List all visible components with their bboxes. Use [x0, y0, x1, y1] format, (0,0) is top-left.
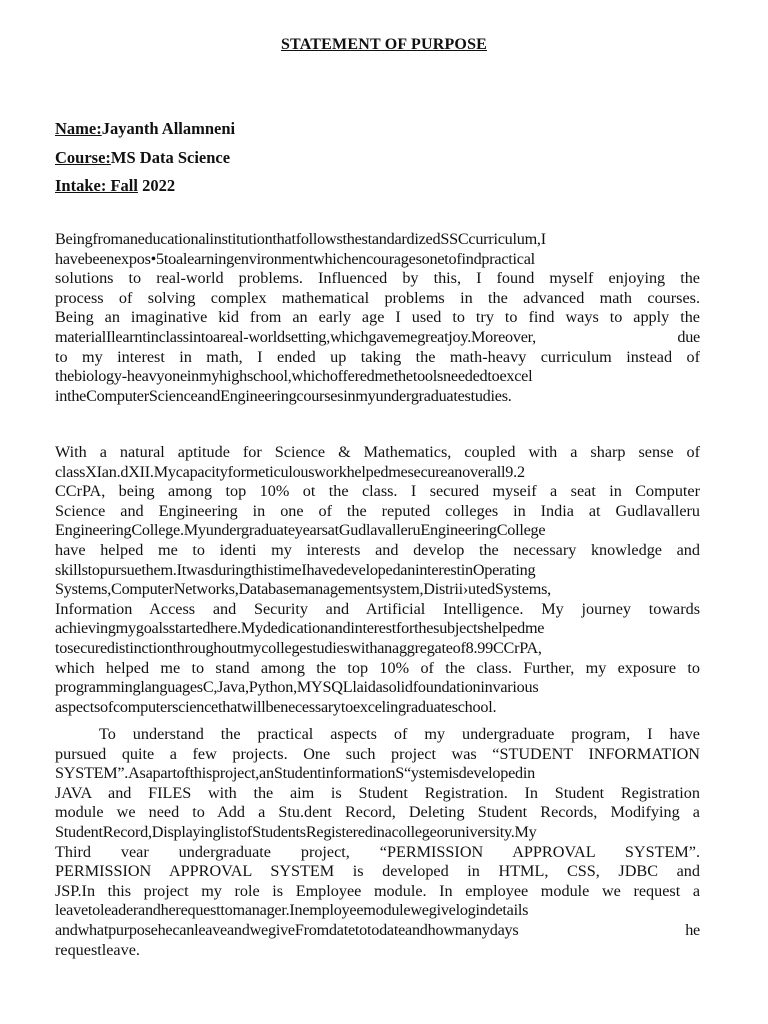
paragraph-education-background [55, 230, 700, 406]
course-label: Course: [55, 148, 111, 167]
paragraph-line: classXIan.dXII.Mycapacityformeticulousworkhelpedmesecureanoverall9.2 [55, 462, 525, 481]
paragraph-line: Third vear undergraduate project, “PERMISSION APPROVAL SYSTEM”. [55, 842, 700, 861]
paragraph-line: BeingfromaneducationalinstitutionthatfollowsthestandardizedSSCcurriculum,I [55, 230, 546, 248]
paragraph-line: pursued quite a few projects. One such project was “STUDENT INFORMATION [55, 744, 700, 763]
paragraph-line: havebeenexpos•5toalearningenvironmentwhichencouragesonetofindpractical [55, 249, 535, 268]
paragraph-line: requestleave. [55, 940, 140, 959]
paragraph-line: thebiology-heavyoneinmyhighschool,whichofferedmethetoolsneededtoexcel [55, 367, 533, 386]
intake-label: Intake: Fall [55, 176, 138, 195]
paragraph-line: solutions to real-world problems. Influenced by this, I found myself enjoying the [55, 269, 700, 288]
course-field [55, 148, 230, 168]
paragraph-line: CCrPA, being among top 10% ot the class. I secured myseif a seat in Computer [55, 482, 700, 501]
paragraph-line: StudentRecord,DisplayinglistofStudentsRegisteredinacollegeoruniversity.My [55, 822, 537, 841]
name-label: Name: [55, 119, 102, 138]
intake-value: 2022 [137, 176, 176, 195]
paragraph-line: PERMISSION APPROVAL SYSTEM is developed in HTML, CSS, JDBC and [55, 862, 700, 881]
paragraph-projects [55, 725, 700, 960]
paragraph-line: to my interest in math, I ended up taking the math-heavy curriculum instead of [55, 347, 700, 366]
paragraph-line: programminglanguagesC,Java,Python,MYSQLlaidasolidfoundationinvarious [55, 678, 539, 697]
name-field [55, 119, 235, 139]
paragraph-line: JSP.In this project my role is Employee module. In employee module we request a [55, 881, 700, 900]
paragraph-line: JAVA and FILES with the aim is Student Registration. In Student Registration [55, 783, 700, 802]
paragraph-line: Science and Engineering in one of the reputed colleges in India at Gudlavalleru [55, 501, 700, 520]
paragraph-line: have helped me to identi my interests and develop the necessary knowledge and [55, 540, 700, 559]
paragraph-line: process of solving complex mathematical problems in the advanced math courses. [55, 288, 700, 307]
paragraph-line: intheComputerScienceandEngineeringcoursesinmyundergraduatestudies. [55, 386, 512, 405]
paragraph-line: EngineeringCollege.MyundergraduateyearsatGudlavalleruEngineeringCollege [55, 521, 546, 540]
paragraph-line: aspectsofcomputersciencethatwillbenecessarytoexcelingraduateschool. [55, 697, 497, 716]
intake-field [55, 176, 175, 196]
paragraph-line: andwhatpurposehecanleaveandwegiveFromdatetotodateandhowmanydays he [55, 920, 700, 939]
name-value: Jayanth Allamneni [101, 119, 236, 138]
paragraph-line: To understand the practical aspects of my undergraduate program, I have [99, 725, 700, 743]
paragraph-line: Information Access and Security and Artificial Intelligence. My journey towards [55, 599, 700, 618]
document-title: STATEMENT OF PURPOSE [280, 36, 488, 53]
paragraph-line: SYSTEM”.Asapartofthisproject,anStudentinformationS“ystemisdevelopedin [55, 764, 535, 783]
paragraph-line: materialIlearntinclassintoareal-worldsetting,whichgavemegreatjoy.Moreover, due [55, 327, 700, 346]
paragraph-line: leavetoleaderandherequesttomanager.Inemployeemodulewegivelogindetails [55, 901, 529, 920]
paragraph-line: Systems,ComputerNetworks,Databasemanagementsystem,Distrii›utedSystems, [55, 580, 551, 599]
paragraph-line: module we need to Add a Stu.dent Record, Deleting Student Records, Modifying a [55, 803, 700, 822]
paragraph-line: achievingmygoalsstartedhere.Mydedicationandinterestforthesubjectshelpedme [55, 619, 545, 638]
paragraph-line: tosecuredistinctionthroughoutmycollegestudieswithanaggregateof8.99CCrPA, [55, 638, 542, 657]
paragraph-line: skillstopursuethem.ItwasduringthistimeIhavedevelopedaninterestinOperating [55, 560, 536, 579]
paragraph-line: Being an imaginative kid from an early age I used to try to find ways to apply the [55, 308, 700, 327]
paragraph-academic-record [55, 443, 700, 717]
course-value: MS Data Science [110, 148, 231, 167]
paragraph-line: which helped me to stand among the top 10% of the class. Further, my exposure to [55, 658, 700, 677]
paragraph-line: With a natural aptitude for Science & Mathematics, coupled with a sharp sense of [55, 443, 700, 461]
